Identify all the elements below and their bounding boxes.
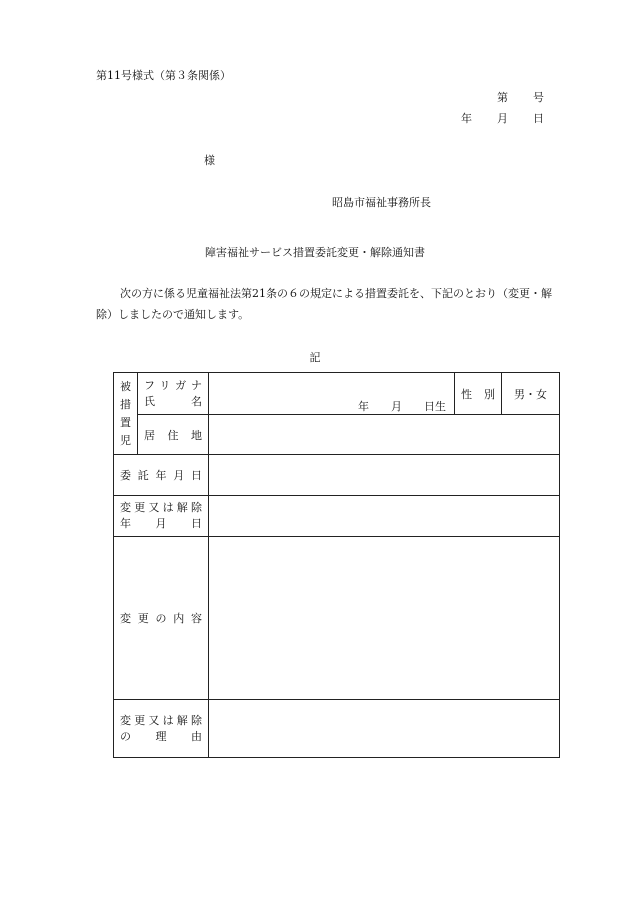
commission-date-label: 委託年月日 xyxy=(114,455,209,496)
document-number-label: 第 xyxy=(497,91,508,104)
child-label-char: 置 xyxy=(120,415,131,429)
change-date-field[interactable] xyxy=(209,496,560,537)
address-label: 居住地 xyxy=(138,415,209,455)
commission-date-field[interactable] xyxy=(209,455,560,496)
reason-label-line2: の理由 xyxy=(120,729,202,743)
child-label-char: 被 xyxy=(120,379,131,393)
date-month-label: 月 xyxy=(497,112,508,125)
form-number: 第11号様式（第３条関係） xyxy=(96,69,231,82)
change-date-label-line1: 変更又は解除 xyxy=(120,501,202,514)
notice-table xyxy=(113,372,560,758)
recipient-honorific: 様 xyxy=(204,154,215,167)
birthdate-field[interactable] xyxy=(209,373,455,415)
date-day-label: 日 xyxy=(533,112,544,125)
date-year-label: 年 xyxy=(461,112,472,125)
furigana-label: フリガナ xyxy=(144,378,202,392)
sex-label: 性別 xyxy=(455,373,502,415)
change-content-label: 変更の内容 xyxy=(114,537,209,700)
name-label: 氏名 xyxy=(144,394,202,408)
child-label xyxy=(114,373,138,455)
change-date-label xyxy=(114,496,209,537)
birth-year-label: 年 xyxy=(358,400,369,413)
child-label-char: 児 xyxy=(120,433,131,447)
birth-day-label: 日生 xyxy=(424,400,446,413)
reason-label xyxy=(114,700,209,758)
document-title: 障害福祉サービス措置委託変更・解除通知書 xyxy=(205,246,425,259)
body-text: 次の方に係る児童福祉法第21条の６の規定による措置委託を、下記のとおり（変更・解除）しましたので通知します。 xyxy=(96,287,552,321)
child-label-char: 措 xyxy=(120,397,131,411)
sex-field[interactable]: 男・女 xyxy=(502,373,560,415)
document-number-suffix: 号 xyxy=(533,91,544,104)
reason-label-line1: 変更又は解除 xyxy=(120,713,202,727)
address-field[interactable] xyxy=(209,415,560,455)
ki-heading: 記 xyxy=(309,351,321,364)
birth-month-label: 月 xyxy=(391,400,402,413)
change-date-label-line2: 年月日 xyxy=(120,517,202,530)
change-content-field[interactable] xyxy=(209,537,560,700)
name-label-cell xyxy=(138,373,209,415)
issuer-name: 昭島市福祉事務所長 xyxy=(332,196,431,209)
reason-field[interactable] xyxy=(209,700,560,758)
